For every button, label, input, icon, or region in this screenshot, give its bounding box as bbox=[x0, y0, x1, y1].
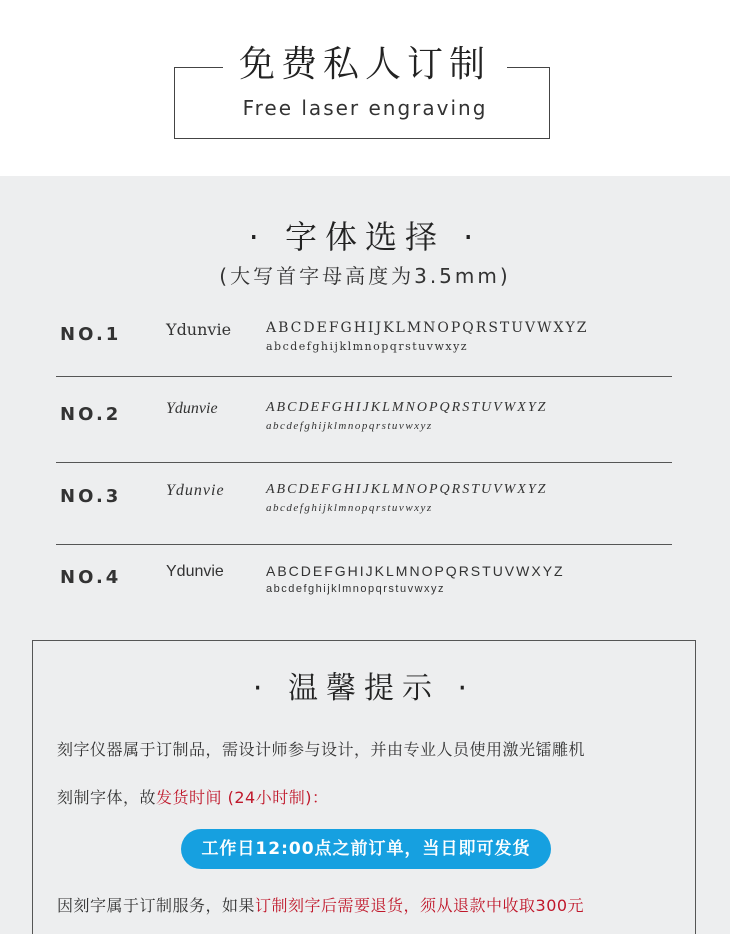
tips-box bbox=[32, 640, 696, 934]
header-title-wrap bbox=[0, 42, 730, 88]
font-option-3[interactable] bbox=[56, 482, 672, 568]
page-title: 免费私人订制 bbox=[223, 42, 507, 88]
font-selection-section bbox=[0, 176, 730, 934]
tips-line-3-prefix: 因刻字属于订制服务，如果 bbox=[57, 896, 256, 915]
font-sample: Ydunvie bbox=[166, 320, 232, 339]
font-uppercase: ABCDEFGHIJKLMNOPQRSTUVWXYZ bbox=[266, 563, 565, 579]
font-uppercase: ABCDEFGHIJKLMNOPQRSTUVWXYZ bbox=[266, 482, 548, 497]
font-section-title: · 字体选择 · bbox=[248, 218, 482, 256]
font-sample: Ydunvie bbox=[166, 482, 225, 499]
font-uppercase: ABCDEFGHIJKLMNOPQRSTUVWXYZ bbox=[266, 400, 548, 415]
tips-line-2-prefix: 刻制字体，故 bbox=[57, 788, 157, 807]
font-lowercase: abcdefghijklmnopqrstuvwxyz bbox=[266, 583, 446, 595]
page-subtitle: Free laser engraving bbox=[242, 96, 488, 120]
return-fee-notice: 订制刻字后需要退货，须从退款中收取300元 bbox=[255, 896, 585, 915]
shipping-notice-badge: 工作日12:00点之前订单，当日即可发货 bbox=[181, 829, 551, 869]
font-uppercase: ABCDEFGHIJKLMNOPQRSTUVWXYZ bbox=[266, 320, 589, 336]
font-lowercase: abcdefghijklmnopqrstuvwxyz bbox=[266, 420, 433, 432]
tips-title: · 温馨提示 · bbox=[252, 671, 476, 706]
font-number: NO.4 bbox=[60, 567, 122, 588]
font-lowercase: abcdefghijklmnopqrstuvwxyz bbox=[266, 340, 469, 353]
tips-line-2 bbox=[57, 785, 677, 808]
tips-line-1: 刻字仪器属于订制品，需设计师参与设计，并由专业人员使用激光镭雕机 bbox=[57, 740, 586, 759]
font-lowercase: abcdefghijklmnopqrstuvwxyz bbox=[266, 502, 433, 514]
shipping-time-label: 发货时间 (24小时制)： bbox=[156, 788, 329, 807]
font-number: NO.2 bbox=[60, 404, 122, 425]
font-number: NO.3 bbox=[60, 486, 122, 507]
row-divider bbox=[56, 376, 672, 377]
font-section-subtitle: (大写首字母高度为3.5mm) bbox=[219, 264, 511, 288]
tips-line-3 bbox=[57, 893, 677, 916]
row-divider bbox=[56, 462, 672, 463]
font-sample: Ydunvie bbox=[166, 400, 218, 417]
font-option-2[interactable] bbox=[56, 400, 672, 486]
font-sample: Ydunvie bbox=[166, 563, 224, 580]
font-option-1[interactable] bbox=[56, 320, 672, 406]
row-divider bbox=[56, 544, 672, 545]
font-number: NO.1 bbox=[60, 324, 122, 345]
font-option-4[interactable] bbox=[56, 563, 672, 649]
header bbox=[0, 0, 730, 176]
